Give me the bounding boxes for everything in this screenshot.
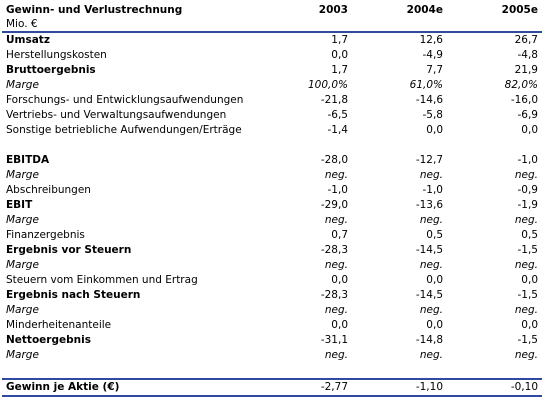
table-row xyxy=(2,78,542,93)
eps-2004e: -1,10 xyxy=(352,379,447,396)
cell-2005e: -1,5 xyxy=(517,244,538,256)
cell-2005e: neg. xyxy=(514,349,538,361)
cell-2005e: -0,9 xyxy=(517,184,538,196)
cell-2004e: 0,0 xyxy=(426,124,443,136)
row-label: Sonstige betriebliche Aufwendungen/Erträge xyxy=(6,124,242,136)
cell-2004e: -14,5 xyxy=(415,244,443,256)
cell-2004e: -1,0 xyxy=(422,184,443,196)
table-row xyxy=(2,213,542,228)
cell-2005e: -16,0 xyxy=(510,94,538,106)
row-label: Umsatz xyxy=(6,34,50,46)
row-label: Ergebnis vor Steuern xyxy=(6,244,132,256)
eps-2005e: -0,10 xyxy=(447,379,542,396)
cell-2004e: neg. xyxy=(419,304,443,316)
cell-2004e: 7,7 xyxy=(426,64,443,76)
table-row xyxy=(2,168,542,183)
unit-row xyxy=(2,17,542,32)
eps-row xyxy=(2,379,542,396)
cell-2003: -1,4 xyxy=(327,124,348,136)
year-2005e: 2005e xyxy=(501,4,538,16)
cell-2005e: neg. xyxy=(514,259,538,271)
row-label: Ergebnis nach Steuern xyxy=(6,289,141,301)
cell-2003: 0,0 xyxy=(331,274,348,286)
year-2004e: 2004e xyxy=(406,4,443,16)
cell-2003: -28,3 xyxy=(320,289,348,301)
cell-2003: -21,8 xyxy=(320,94,348,106)
cell-2005e: -1,0 xyxy=(517,154,538,166)
cell-2003: -29,0 xyxy=(320,199,348,211)
cell-2004e: neg. xyxy=(419,169,443,181)
cell-2003: neg. xyxy=(324,304,348,316)
cell-2005e: neg. xyxy=(514,304,538,316)
cell-2003: 1,7 xyxy=(331,34,348,46)
cell-2004e: -14,8 xyxy=(415,334,443,346)
table-row xyxy=(2,288,542,303)
cell-2005e: -1,5 xyxy=(517,289,538,301)
row-label: Bruttoergebnis xyxy=(6,64,96,76)
cell-2003: -6,5 xyxy=(327,109,348,121)
cell-2003: neg. xyxy=(324,349,348,361)
cell-2003: 1,7 xyxy=(331,64,348,76)
table-row xyxy=(2,348,542,363)
cell-2005e: 0,0 xyxy=(521,319,538,331)
cell-2003: -31,1 xyxy=(320,334,348,346)
table-row xyxy=(2,228,542,243)
table-row xyxy=(2,243,542,258)
cell-2005e: 0,5 xyxy=(521,229,538,241)
cell-2003: neg. xyxy=(324,259,348,271)
cell-2003: -28,3 xyxy=(320,244,348,256)
cell-2003: neg. xyxy=(324,169,348,181)
table-row xyxy=(2,198,542,213)
table-row xyxy=(2,183,542,198)
table-row xyxy=(2,318,542,333)
cell-2003: -28,0 xyxy=(320,154,348,166)
header-row xyxy=(2,3,542,17)
cell-2004e: -4,9 xyxy=(422,49,443,61)
unit-label: Mio. € xyxy=(2,17,262,32)
table-row xyxy=(2,48,542,63)
cell-2003: neg. xyxy=(324,214,348,226)
cell-2005e: neg. xyxy=(514,169,538,181)
income-statement-table xyxy=(2,3,542,397)
cell-2005e: neg. xyxy=(514,214,538,226)
row-label: Abschreibungen xyxy=(6,184,91,196)
row-label: Minderheitenanteile xyxy=(6,319,112,331)
row-label: Vertriebs- und Verwaltungsaufwendungen xyxy=(6,109,227,121)
table-row xyxy=(2,63,542,78)
eps-label: Gewinn je Aktie (€) xyxy=(2,379,262,396)
cell-2003: 0,0 xyxy=(331,319,348,331)
cell-2004e: 61,0% xyxy=(409,79,443,91)
row-label: EBITDA xyxy=(6,154,50,166)
cell-2005e: -1,5 xyxy=(517,334,538,346)
spacer-row xyxy=(2,363,542,379)
row-label: Marge xyxy=(6,349,39,361)
cell-2005e: -1,9 xyxy=(517,199,538,211)
row-label: Forschungs- und Entwicklungsaufwendungen xyxy=(6,94,244,106)
cell-2004e: 12,6 xyxy=(419,34,443,46)
row-label: Marge xyxy=(6,169,39,181)
eps-2003: -2,77 xyxy=(262,379,352,396)
table-row xyxy=(2,273,542,288)
row-label: Marge xyxy=(6,79,39,91)
table-row xyxy=(2,258,542,273)
cell-2004e: neg. xyxy=(419,214,443,226)
table-row xyxy=(2,32,542,48)
row-label: Steuern vom Einkommen und Ertrag xyxy=(6,274,198,286)
row-label: Nettoergebnis xyxy=(6,334,91,346)
cell-2005e: -6,9 xyxy=(517,109,538,121)
row-label: Marge xyxy=(6,214,39,226)
cell-2005e: -4,8 xyxy=(517,49,538,61)
spacer-row xyxy=(2,138,542,153)
row-label: Finanzergebnis xyxy=(6,229,85,241)
cell-2003: 0,0 xyxy=(331,49,348,61)
cell-2003: 100,0% xyxy=(307,79,348,91)
table-row xyxy=(2,108,542,123)
row-label: Herstellungskosten xyxy=(6,49,107,61)
cell-2004e: 0,0 xyxy=(426,319,443,331)
cell-2004e: -14,5 xyxy=(415,289,443,301)
cell-2004e: -12,7 xyxy=(415,154,443,166)
row-label: EBIT xyxy=(6,199,33,211)
cell-2003: -1,0 xyxy=(327,184,348,196)
row-label: Marge xyxy=(6,259,39,271)
cell-2005e: 26,7 xyxy=(514,34,538,46)
cell-2005e: 82,0% xyxy=(504,79,538,91)
cell-2004e: 0,5 xyxy=(426,229,443,241)
table-row xyxy=(2,123,542,138)
table-row xyxy=(2,153,542,168)
table-title: Gewinn- und Verlustrechnung xyxy=(6,4,183,16)
cell-2004e: -5,8 xyxy=(422,109,443,121)
cell-2003: 0,7 xyxy=(331,229,348,241)
cell-2004e: -14,6 xyxy=(415,94,443,106)
table-row xyxy=(2,93,542,108)
cell-2005e: 21,9 xyxy=(514,64,538,76)
cell-2004e: 0,0 xyxy=(426,274,443,286)
row-label: Marge xyxy=(6,304,39,316)
cell-2004e: neg. xyxy=(419,349,443,361)
year-2003: 2003 xyxy=(318,4,348,16)
table-row xyxy=(2,303,542,318)
table-row xyxy=(2,333,542,348)
cell-2004e: -13,6 xyxy=(415,199,443,211)
cell-2004e: neg. xyxy=(419,259,443,271)
cell-2005e: 0,0 xyxy=(521,274,538,286)
cell-2005e: 0,0 xyxy=(521,124,538,136)
